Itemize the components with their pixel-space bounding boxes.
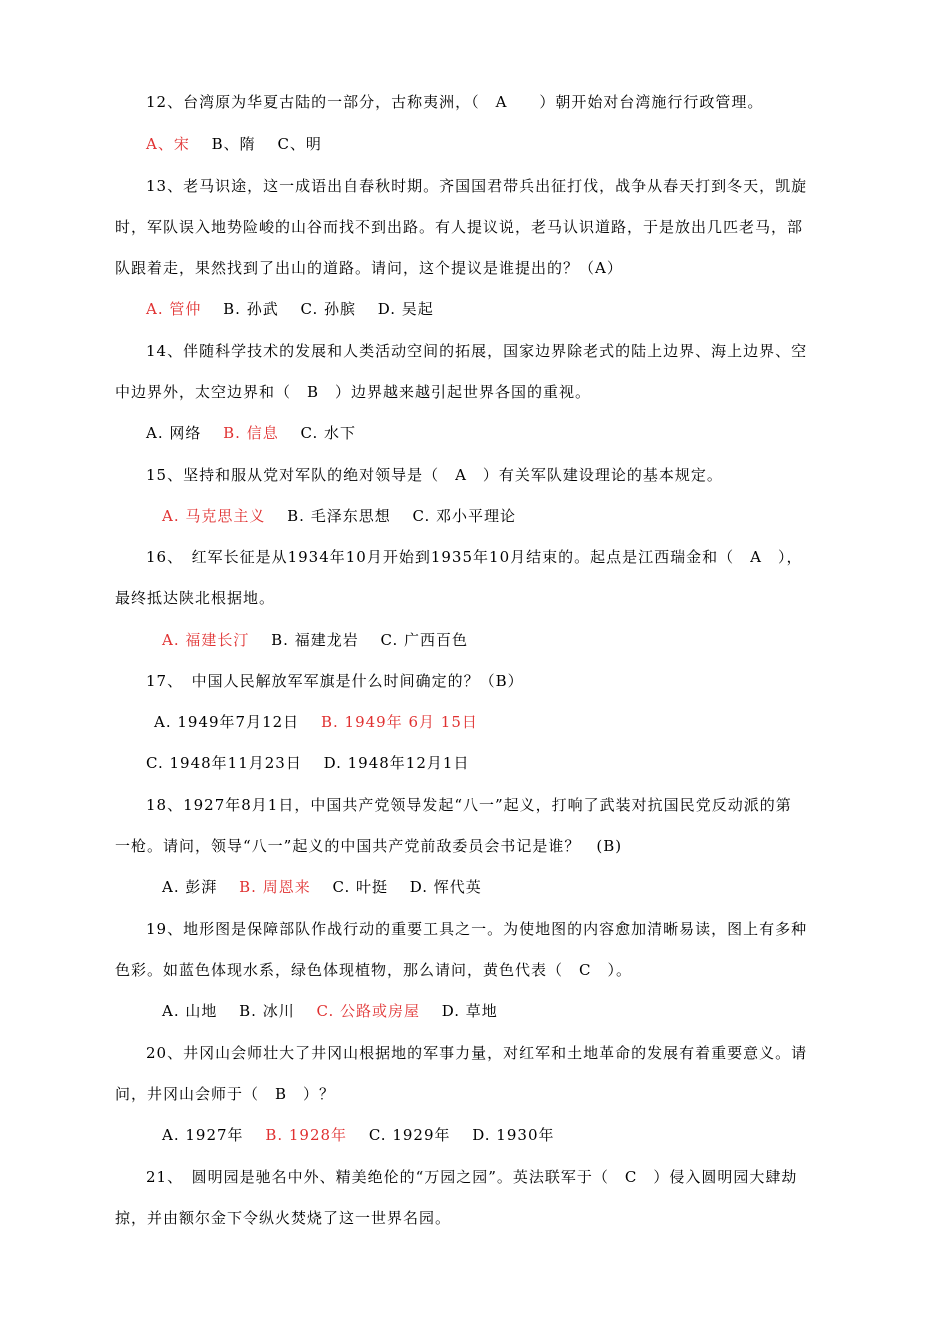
question-17-options-row-1 (154, 712, 494, 732)
option-c: C. 叶挺 (332, 878, 388, 896)
question-13-line-1: 13、老马识途，这一成语出自春秋时期。齐国国君带兵出征打伐，战争从春天打到冬天，凯旋 (146, 177, 808, 195)
option-d: D. 恽代英 (409, 878, 482, 896)
option-c: C. 邓小平理论 (412, 507, 516, 525)
option-a: A. 1927年 (162, 1126, 244, 1144)
option-a: A. 1949年7月12日 (154, 713, 300, 731)
option-c: C. 1929年 (368, 1126, 451, 1144)
question-14-line-1: 14、伴随科学技术的发展和人类活动空间的拓展，国家边界除老式的陆上边界、海上边界、空 (146, 342, 808, 360)
question-18-line-2: 一枪。请问，领导“八一”起义的中国共产党前敌委员会书记是谁？ (B) (115, 837, 623, 855)
option-c: C、明 (277, 135, 322, 153)
question-20-line-2: 问，井冈山会师于（ B ）？ (115, 1085, 336, 1103)
option-a: A. 马克思主义 (162, 507, 266, 525)
question-19-options (162, 1001, 514, 1021)
question-16-line-1: 16、 红军长征是从1934年10月开始到1935年10月结束的。起点是江西瑞金和（ A ）， (146, 548, 803, 566)
question-16-line-2: 最终抵达陕北根据地。 (115, 589, 276, 607)
option-a: A. 网络 (146, 424, 202, 442)
option-d: D. 吴起 (377, 300, 434, 318)
question-12-options (146, 134, 338, 154)
question-20-line-1: 20、井冈山会师壮大了井冈山根据地的军事力量，对红军和土地革命的发展有着重要意义。请 (146, 1044, 808, 1062)
question-21-line-2: 掠，并由额尔金下令纵火焚烧了这一世界名园。 (115, 1209, 452, 1227)
question-13-line-2: 时，军队误入地势险峻的山谷而找不到出路。有人提议说，老马认识道路，于是放出几匹老马，部 (115, 218, 804, 236)
question-16-options (162, 630, 484, 650)
question-19-line-2: 色彩。如蓝色体现水系，绿色体现植物，那么请问，黄色代表（ C ）。 (115, 961, 632, 979)
question-17-line-1: 17、 中国人民解放军军旗是什么时间确定的？（B） (146, 672, 524, 690)
question-20-options (162, 1125, 570, 1145)
option-c: C. 公路或房屋 (316, 1002, 420, 1020)
question-18-options (162, 877, 498, 897)
option-a: A. 山地 (162, 1002, 218, 1020)
question-21-line-1: 21、 圆明园是驰名中外、精美绝伦的“万园之园”。英法联军于（ C ）侵入圆明园大肆劫 (146, 1168, 798, 1186)
option-c: C. 孙膑 (300, 300, 356, 318)
option-b: B. 福建龙岩 (271, 631, 359, 649)
option-a: A、宋 (146, 135, 190, 153)
option-c: C. 1948年11月23日 (146, 754, 302, 772)
option-c: C. 广西百色 (380, 631, 468, 649)
option-d: D. 1930年 (472, 1126, 555, 1144)
question-15-line-1: 15、坚持和服从党对军队的绝对领导是（ A ）有关军队建设理论的基本规定。 (146, 466, 723, 484)
option-d: D. 1948年12月1日 (323, 754, 470, 772)
option-a: A. 福建长汀 (162, 631, 250, 649)
question-15-options (162, 506, 532, 526)
option-b: B. 1928年 (265, 1126, 348, 1144)
question-18-line-1: 18、1927年8月1日，中国共产党领导发起“八一”起义，打响了武装对抗国民党反动派的第 (146, 796, 792, 814)
question-14-line-2: 中边界外，太空边界和（ B ）边界越来越引起世界各国的重视。 (115, 383, 592, 401)
option-c: C. 水下 (300, 424, 356, 442)
question-12-line-1: 12、台湾原为华夏古陆的一部分，古称夷洲，（ A ）朝开始对台湾施行行政管理。 (146, 93, 764, 111)
question-13-options (146, 299, 450, 319)
question-17-options-row-2 (146, 753, 485, 773)
option-b: B. 冰川 (239, 1002, 295, 1020)
option-b: B. 1949年 6月 15日 (320, 713, 478, 731)
option-a: A. 管仲 (146, 300, 202, 318)
option-b: B. 毛泽东思想 (287, 507, 391, 525)
question-13-line-3: 队跟着走，果然找到了出山的道路。请问，这个提议是谁提出的？（A） (115, 259, 623, 277)
option-b: B. 周恩来 (239, 878, 311, 896)
question-14-options (146, 423, 372, 443)
option-a: A. 彭湃 (162, 878, 218, 896)
option-b: B. 信息 (223, 424, 279, 442)
question-19-line-1: 19、地形图是保障部队作战行动的重要工具之一。为使地图的内容愈加清晰易读，图上有多种 (146, 920, 808, 938)
option-b: B. 孙武 (223, 300, 279, 318)
option-d: D. 草地 (441, 1002, 498, 1020)
option-b: B、隋 (211, 135, 256, 153)
